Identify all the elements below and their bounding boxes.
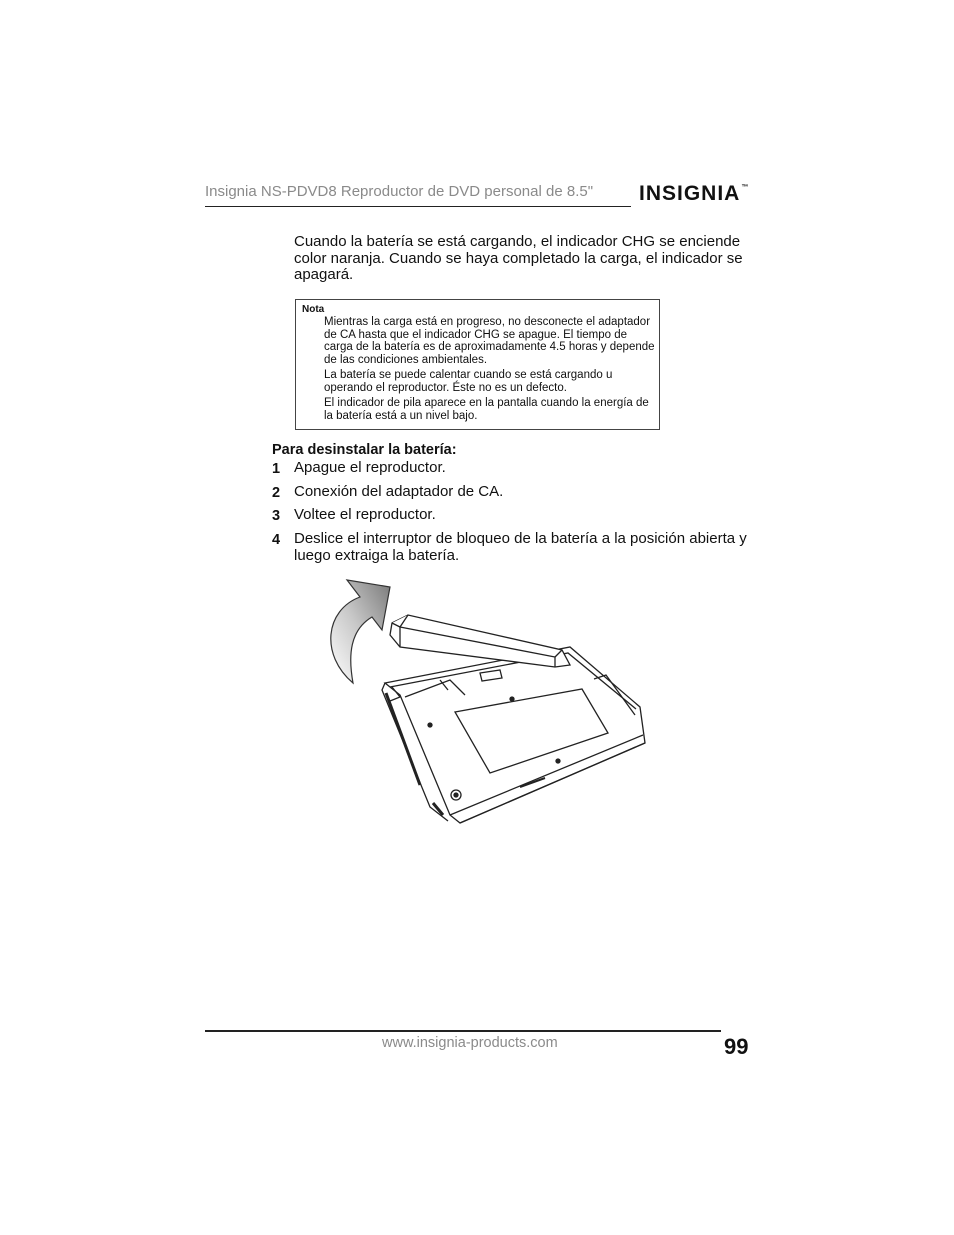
page-number: 99 <box>724 1034 749 1059</box>
step-text: Conexión del adaptador de CA. <box>294 483 504 500</box>
trademark-mark: ™ <box>741 184 749 191</box>
section-heading: Para desinstalar la batería: <box>272 442 457 458</box>
header-title: Insignia NS-PDVD8 Reproductor de DVD personal de 8.5" <box>205 183 594 200</box>
step-number: 3 <box>272 508 281 524</box>
header-divider <box>205 206 631 207</box>
step-number: 2 <box>272 485 281 501</box>
insignia-logo <box>639 182 748 206</box>
note-paragraph: El indicador de pila aparece en la pantalla cuando la energía de la batería está a un nivel bajo. <box>324 397 649 422</box>
intro-paragraph: Cuando la batería se está cargando, el indicador CHG se enciende color naranja. Cuando se haya completado la carga, el indicador se apagará. <box>294 233 743 283</box>
note-paragraph: La batería se puede calentar cuando se está cargando u operando el reproductor. Éste no es un defecto. <box>324 369 613 394</box>
step-text: Apague el reproductor. <box>294 459 446 476</box>
logo-text: INSIGNIA <box>639 182 741 205</box>
footer-url: www.insignia-products.com <box>382 1035 558 1051</box>
footer-divider <box>205 1030 721 1032</box>
arrow-icon <box>331 580 390 683</box>
dvd-player-body <box>382 647 645 823</box>
note-label: Nota <box>302 304 325 315</box>
note-paragraph: Mientras la carga está en progreso, no desconecte el adaptador de CA hasta que el indicador CHG se apague. El tiempo de carga de la batería es de aproximadamente 4.5 horas y depende de las condiciones ambientales. <box>324 316 655 366</box>
step-number: 1 <box>272 461 281 477</box>
battery-removal-illustration <box>320 575 660 830</box>
note-box <box>295 299 660 430</box>
step-text: Deslice el interruptor de bloqueo de la batería a la posición abierta y luego extraiga la batería. <box>294 530 747 564</box>
step-text: Voltee el reproductor. <box>294 506 436 523</box>
step-number: 4 <box>272 532 281 548</box>
battery-pack <box>390 615 570 667</box>
